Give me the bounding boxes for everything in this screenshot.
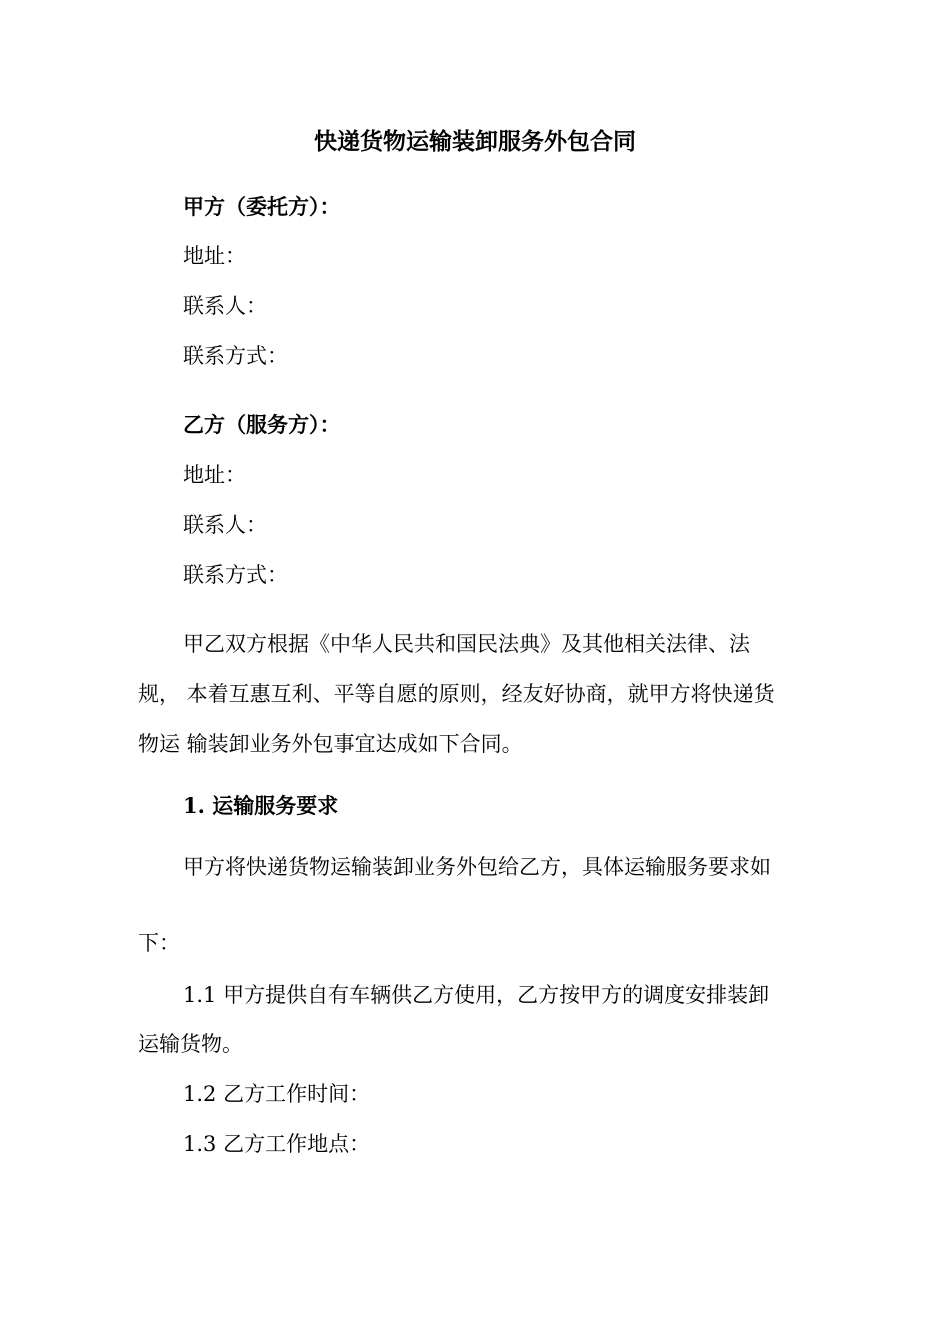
item-1-3: 1.3 乙方工作地点：	[183, 1132, 371, 1156]
party-b-contact-label: 联系人：	[183, 513, 267, 537]
party-a-heading: 甲方（委托方）：	[183, 194, 341, 219]
party-b-heading: 乙方（服务方）：	[183, 412, 341, 437]
item-1-1-line-2: 运输货物。	[138, 1032, 243, 1056]
party-b-address-label: 地址：	[183, 463, 246, 487]
preamble-line-2: 规， 本着互惠互利、平等自愿的原则，经友好协商，就甲方将快递货	[138, 682, 775, 706]
preamble-line-1: 甲乙双方根据《中华人民共和国民法典》及其他相关法律、法	[183, 632, 750, 656]
party-a-contact-label: 联系人：	[183, 294, 267, 318]
contract-title: 快递货物运输装卸服务外包合同	[314, 128, 636, 155]
party-b-phone-label: 联系方式：	[183, 563, 288, 587]
party-a-address-label: 地址：	[183, 244, 246, 268]
section-1-intro-line-2: 下：	[138, 931, 180, 955]
item-1-1-line-1: 1.1 甲方提供自有车辆供乙方使用，乙方按甲方的调度安排装卸	[183, 983, 770, 1007]
party-a-phone-label: 联系方式：	[183, 344, 288, 368]
item-1-2: 1.2 乙方工作时间：	[183, 1082, 371, 1106]
section-1-heading: 1. 运输服务要求	[183, 793, 339, 818]
section-1-intro-line-1: 甲方将快递货物运输装卸业务外包给乙方，具体运输服务要求如	[183, 855, 771, 879]
preamble-line-3: 物运 输装卸业务外包事宜达成如下合同。	[138, 732, 523, 756]
